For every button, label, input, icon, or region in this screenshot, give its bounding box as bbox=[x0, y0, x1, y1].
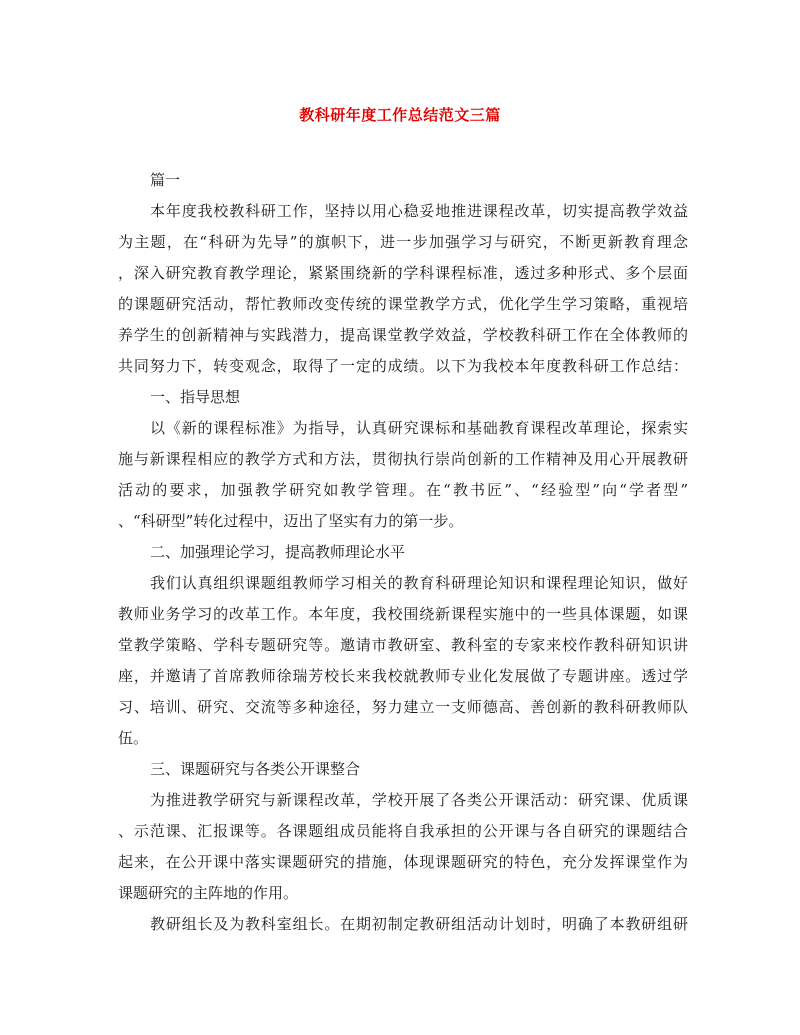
paragraph-line: 教师业务学习的改革工作。本年度，我校围绕新课程实施中的一些具体课题，如课 bbox=[118, 605, 688, 623]
section-heading: 一、指导思想 bbox=[150, 388, 241, 406]
paragraph-line: 养学生的创新精神与实践潜力，提高课堂教学效益，学校教科研工作在全体教师的 bbox=[118, 326, 688, 344]
paragraph-line: 施与新课程相应的教学方式和方法，贯彻执行崇尚创新的工作精神及用心开展教研 bbox=[118, 450, 688, 468]
paragraph-line: 的课题研究活动，帮忙教师改变传统的课堂教学方式，优化学生学习策略，重视培 bbox=[118, 295, 688, 313]
paragraph-line: 我们认真组织课题组教师学习相关的教育科研理论知识和课程理论知识，做好 bbox=[150, 574, 688, 592]
section-heading: 二、加强理论学习，提高教师理论水平 bbox=[150, 543, 406, 561]
paragraph-line: 伍。 bbox=[118, 729, 149, 747]
paragraph-line: 共同努力下，转变观念，取得了一定的成绩。以下为我校本年度教科研工作总结： bbox=[118, 357, 688, 375]
paragraph-line: 堂教学策略、学科专题研究等。邀请市教研室、教科室的专家来校作教科研知识讲 bbox=[118, 636, 688, 654]
paragraph-line: 本年度我校教科研工作，坚持以用心稳妥地推进课程改革，切实提高教学效益 bbox=[150, 202, 688, 220]
paragraph-line: 课题研究的主阵地的作用。 bbox=[118, 884, 299, 902]
paragraph-line: 教研组长及为教科室组长。在期初制定教研组活动计划时，明确了本教研组研 bbox=[150, 915, 688, 933]
paragraph-line: 为推进教学研究与新课程改革，学校开展了各类公开课活动：研究课、优质课 bbox=[150, 791, 688, 809]
paragraph-line: 习、培训、研究、交流等多种途径，努力建立一支师德高、善创新的教科研教师队 bbox=[118, 698, 688, 716]
paragraph-line: 以《新的课程标准》为指导，认真研究课标和基础教育课程改革理论，探索实 bbox=[150, 419, 688, 437]
paragraph-line: 、示范课、汇报课等。各课题组成员能将自我承担的公开课与各自研究的课题结合 bbox=[118, 822, 688, 840]
section-heading: 三、课题研究与各类公开课整合 bbox=[150, 760, 361, 778]
document-title: 教科研年度工作总结范文三篇 bbox=[299, 106, 501, 124]
paragraph-line: 为主题，在“科研为先导”的旗帜下，进一步加强学习与研究，不断更新教育理念 bbox=[118, 233, 688, 251]
paragraph-line: 起来，在公开课中落实课题研究的措施，体现课题研究的特色，充分发挥课堂作为 bbox=[118, 853, 688, 871]
section-heading-part-one: 篇一 bbox=[150, 171, 181, 189]
paragraph-line: 活动的要求，加强教学研究如教学管理。在“教书匠”、“经验型”向“学者型” bbox=[118, 481, 688, 499]
paragraph-line: 座，并邀请了首席教师徐瑞芳校长来我校就教师专业化发展做了专题讲座。透过学 bbox=[118, 667, 688, 685]
paragraph-line: ，深入研究教育教学理论，紧紧围绕新的学科课程标准，透过多种形式、多个层面 bbox=[118, 264, 688, 282]
paragraph-line: 、“科研型”转化过程中，迈出了坚实有力的第一步。 bbox=[118, 512, 464, 530]
